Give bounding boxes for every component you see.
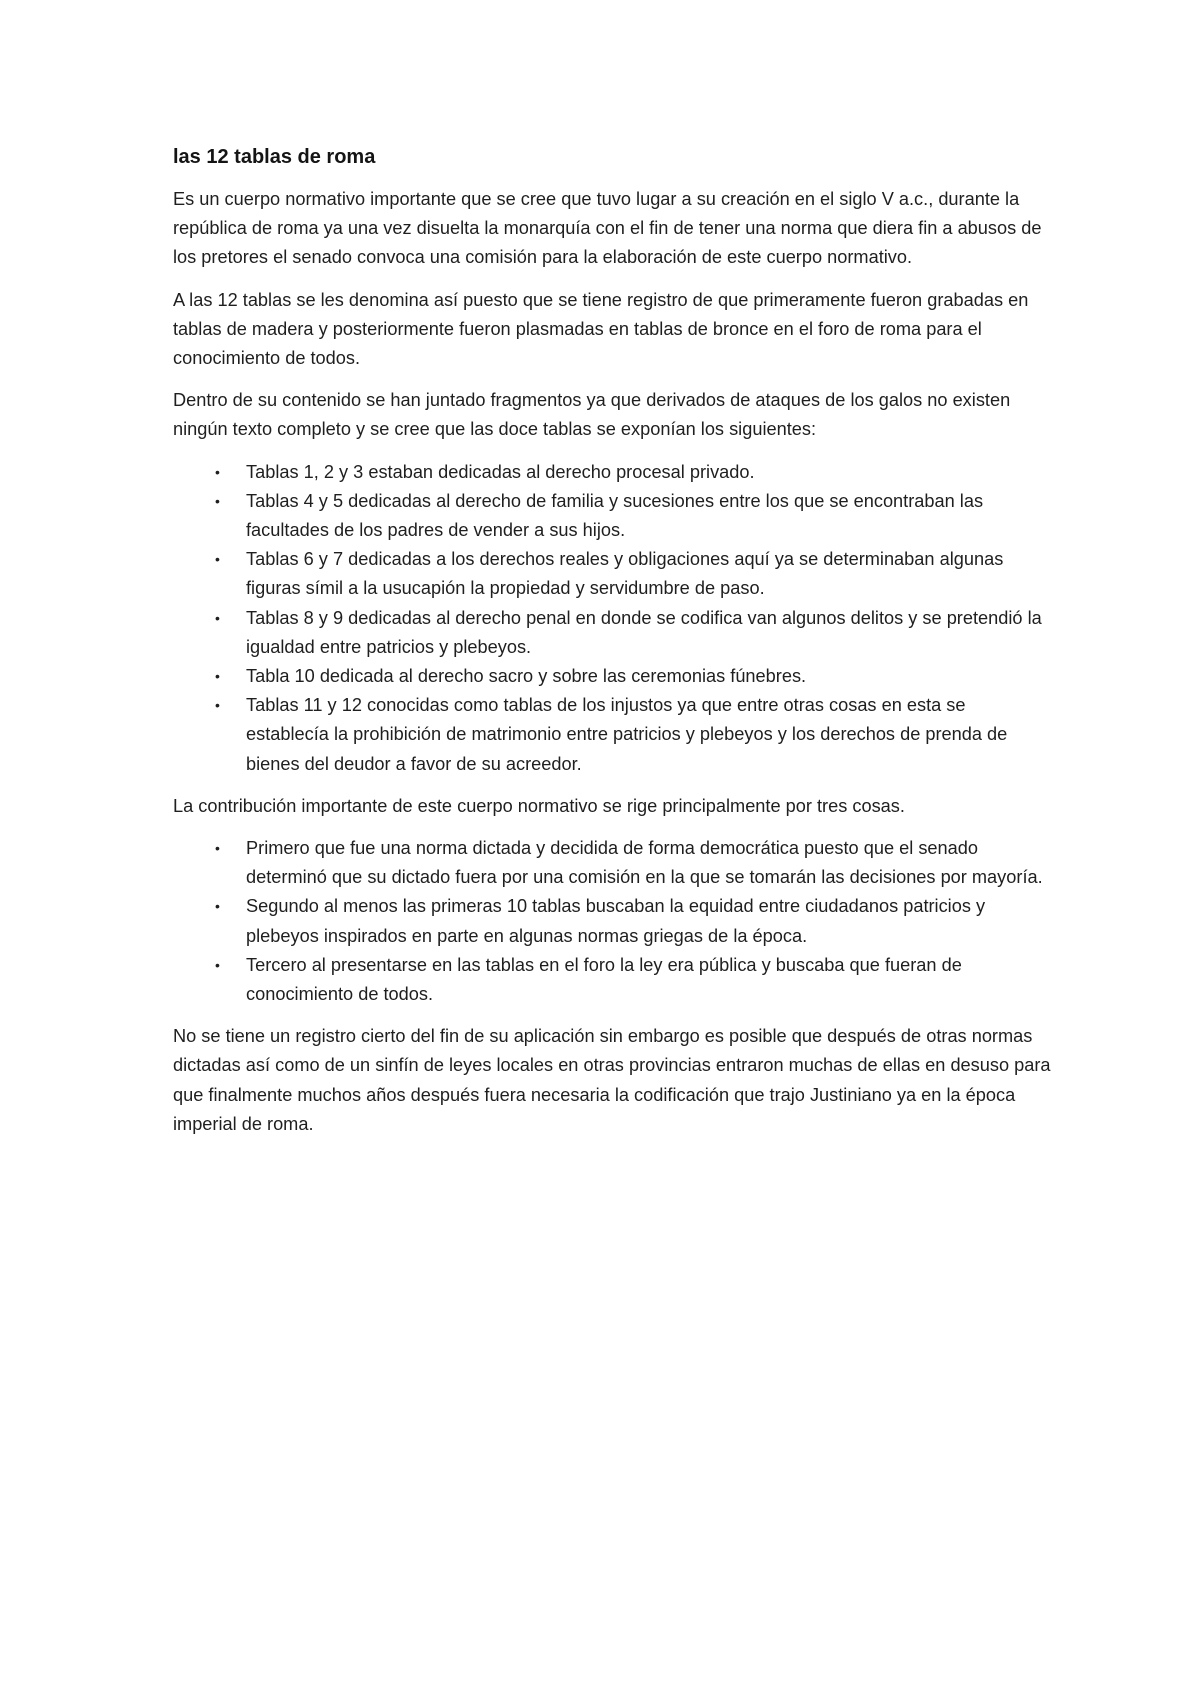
contribution-list — [173, 834, 1053, 1009]
bullet-icon: • — [215, 609, 220, 626]
list-item — [173, 892, 1053, 950]
document-title: las 12 tablas de roma — [173, 146, 376, 168]
list-item — [173, 691, 1053, 779]
paragraph-intro: Es un cuerpo normativo importante que se cree que tuvo lugar a su creación en el siglo V a.c., durante la república de roma ya una vez disuelta la monarquía con el fin de tener una norma que diera fin a abusos de los pretores el senado convoca una comisión para la elaboración de este cuerpo normativo. — [173, 189, 1042, 268]
list-item-text: Segundo al menos las primeras 10 tablas buscaban la equidad entre ciudadanos patricios y plebeyos inspirados en parte en algunas normas griegas de la época. — [246, 896, 986, 946]
bullet-icon: • — [215, 492, 220, 509]
document-page — [173, 143, 1053, 1152]
list-item — [173, 458, 1053, 487]
bullet-icon: • — [215, 956, 220, 973]
list-item-text: Tercero al presentarse en las tablas en el foro la ley era pública y buscaba que fueran de conocimiento de todos. — [246, 954, 962, 1005]
bullet-icon: • — [215, 668, 220, 685]
list-item-text: Tablas 1, 2 y 3 estaban dedicadas al derecho procesal privado. — [246, 461, 755, 482]
bullet-icon: • — [215, 898, 220, 915]
list-item-text: Tablas 8 y 9 dedicadas al derecho penal en donde se codifica van algunos delitos y se pretendió la igualdad entre patricios y plebeyos. — [246, 607, 1042, 657]
paragraph-contribution: La contribución importante de este cuerpo normativo se rige principalmente por tres cosas. — [173, 795, 905, 816]
tables-content-list — [173, 458, 1053, 779]
paragraph-content-intro: Dentro de su contenido se han juntado fragmentos ya que derivados de ataques de los galos no existen ningún texto completo y se cree que las doce tablas se exponían los siguientes: — [173, 390, 1011, 440]
bullet-icon: • — [215, 463, 220, 480]
paragraph-conclusion: No se tiene un registro cierto del fin de su aplicación sin embargo es posible que después de otras normas dictadas así como de un sinfín de leyes locales en otras provincias entraron muchas de ellas en desuso para que finalmente muchos años después fuera necesaria la codificación que trajo Justiniano ya en la época imperial de roma. — [173, 1026, 1051, 1134]
bullet-icon: • — [215, 697, 220, 714]
list-item-text: Tablas 4 y 5 dedicadas al derecho de familia y sucesiones entre los que se encontraban las facultades de los padres de vender a sus hijos. — [246, 490, 984, 541]
bullet-icon: • — [215, 551, 220, 568]
bullet-icon: • — [215, 840, 220, 857]
list-item — [173, 604, 1053, 662]
list-item — [173, 951, 1053, 1009]
list-item — [173, 487, 1053, 545]
list-item-text: Tabla 10 dedicada al derecho sacro y sobre las ceremonias fúnebres. — [246, 666, 807, 687]
list-item-text: Primero que fue una norma dictada y decidida de forma democrática puesto que el senado determinó que su dictado fuera por una comisión en la que se tomarán las decisiones por mayoría. — [246, 838, 1043, 888]
list-item-text: Tablas 6 y 7 dedicadas a los derechos reales y obligaciones aquí ya se determinaban algunas figuras símil a la usucapión la propiedad y servidumbre de paso. — [246, 549, 1004, 599]
list-item-text: Tablas 11 y 12 conocidas como tablas de los injustos ya que entre otras cosas en esta se establecía la prohibición de matrimonio entre patricios y plebeyos y los derechos de prenda de bienes del deudor a favor de su acreedor. — [246, 695, 1008, 774]
list-item — [173, 545, 1053, 603]
paragraph-name-origin: A las 12 tablas se les denomina así puesto que se tiene registro de que primeramente fueron grabadas en tablas de madera y posteriormente fueron plasmadas en tablas de bronce en el foro de roma para el conocimiento de todos. — [173, 289, 1029, 369]
list-item — [173, 662, 1053, 691]
list-item — [173, 834, 1053, 892]
